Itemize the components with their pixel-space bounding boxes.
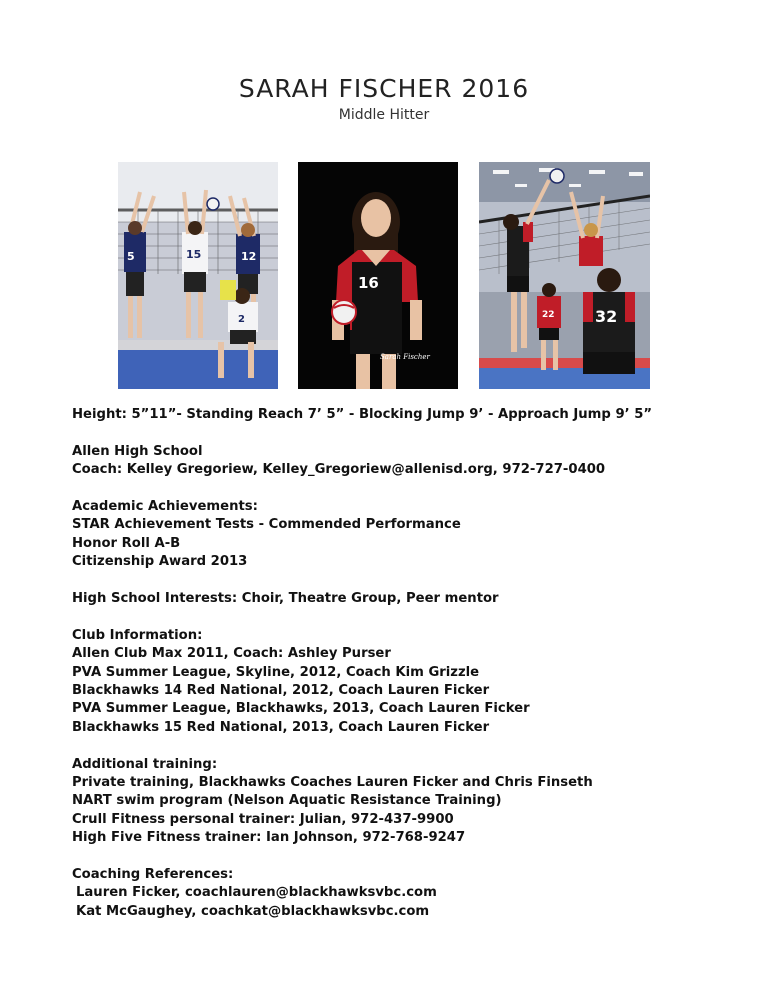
jersey-number-12: 12 [241,250,257,263]
references-section [72,866,712,921]
stats-line: Height: 5”11”- Standing Reach 7’ 5” - Blocking Jump 9’ - Approach Jump 9’ 5” [72,407,653,422]
list-item: Blackhawks 14 Red National, 2012, Coach Lauren Ficker [72,683,490,699]
reference-item: Lauren Ficker, coachlauren@blackhawksvbc.com [76,885,437,901]
references-heading: Coaching References: [72,867,234,883]
list-item: Honor Roll A-B [72,535,181,551]
list-item: Private training, Blackhawks Coaches Lauren Ficker and Chris Finseth [72,775,593,791]
stats-section [72,406,712,424]
photo-blocking-at-net [118,162,278,389]
list-item: STAR Achievement Tests - Commended Performance [72,517,461,533]
school-section [72,443,712,480]
photo-portrait [298,162,458,389]
list-item: Crull Fitness personal trainer: Julian, 972-437-9900 [72,811,454,827]
photo-attack-in-gym [479,162,650,389]
academic-heading: Academic Achievements: [72,499,258,514]
school-coach: Coach: Kelley Gregoriew, Kelley_Gregoriew@allenisd.org, 972-727-0400 [72,462,606,478]
list-item: Allen Club Max 2011, Coach: Ashley Purser [72,646,391,662]
jersey-number-16: 16 [358,274,379,292]
training-heading: Additional training: [72,756,218,772]
list-item: Blackhawks 15 Red National, 2013, Coach Lauren Ficker [72,719,490,735]
jersey-number-15: 15 [186,248,202,261]
page-subtitle: Middle Hitter [338,107,430,123]
list-item: Citizenship Award 2013 [72,554,248,570]
interests-section [72,590,712,608]
photo-portrait-image [298,162,458,389]
profile-content [72,406,712,940]
photo-blocking-image [118,162,278,389]
reference-item: Kat McGaughey, coachkat@blackhawksvbc.com [76,903,430,919]
page-title: SARAH FISCHER 2016 [238,74,530,103]
academic-section [72,498,712,572]
jersey-number-5: 5 [127,250,135,263]
photo-attack-image [479,162,650,389]
list-item: High Five Fitness trainer: Ian Johnson, 972-768-9247 [72,830,466,846]
photo-signature: Sarah Fischer [380,353,430,361]
list-item: PVA Summer League, Blackhawks, 2013, Coach Lauren Ficker [72,701,530,717]
list-item: PVA Summer League, Skyline, 2012, Coach Kim Grizzle [72,664,480,680]
jersey-number-32: 32 [595,307,618,326]
club-heading: Club Information: [72,627,203,643]
jersey-number-22: 22 [542,310,555,320]
training-section [72,756,712,848]
jersey-number-2: 2 [238,314,245,325]
interests-line: High School Interests: Choir, Theatre Group, Peer mentor [72,591,499,607]
list-item: NART swim program (Nelson Aquatic Resistance Training) [72,793,502,809]
school-name: Allen High School [72,443,203,459]
photo-row [0,162,768,390]
club-section [72,627,712,737]
